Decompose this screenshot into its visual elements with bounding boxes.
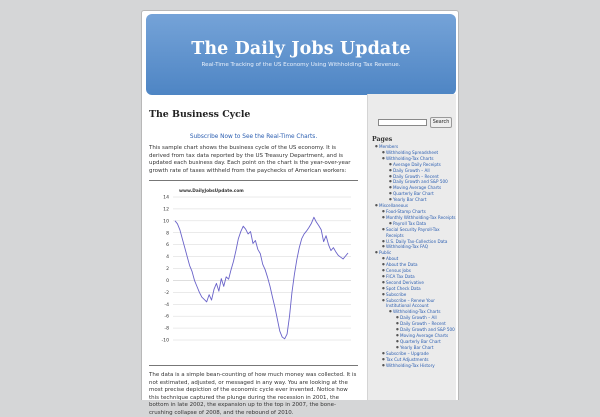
bullet-icon: ● [389, 197, 392, 202]
bullet-icon: ● [396, 333, 399, 337]
page-link-label: Miscellaneous [379, 203, 409, 209]
bullet-icon: ● [382, 362, 385, 367]
bullet-icon: ● [382, 273, 385, 278]
bullet-icon: ● [382, 155, 385, 160]
page-link-label: About [386, 256, 399, 262]
pages-list [372, 144, 458, 368]
y-tick-label: -10 [161, 338, 169, 344]
page-link-label: Spot Check Data [386, 285, 421, 291]
page-link-label: Daily Growth – Recent [393, 173, 439, 179]
subscribe-link[interactable]: Subscribe Now to See the Real-Time Charts. [189, 134, 318, 140]
page-link-label: Subscribe – Renew Your Institutional Account [386, 297, 435, 309]
bullet-icon: ● [389, 191, 392, 196]
page-link-label: Members [379, 144, 399, 149]
bullet-icon: ● [396, 344, 399, 349]
page-link-label: FICA Tax Data [386, 273, 415, 279]
bullet-icon: ● [375, 203, 378, 208]
page-link-label: Daily Growth and S&P 500 [400, 327, 455, 333]
page [141, 10, 459, 416]
page-link-label: Quarterly Bar Chart [393, 191, 434, 197]
bullet-icon: ● [396, 338, 399, 343]
bullet-icon: ● [389, 309, 392, 314]
bullet-icon: ● [375, 144, 378, 148]
bullet-icon: ● [389, 161, 392, 166]
page-link-label: Moving Average Charts [393, 185, 442, 191]
bullet-icon: ● [389, 220, 392, 225]
chart-svg [149, 181, 358, 367]
pages-heading: Pages [372, 136, 393, 143]
chart-plot-bg [173, 186, 351, 356]
page-link-label: Subscribe – Upgrade [386, 350, 429, 356]
bullet-icon: ● [382, 238, 385, 243]
bullet-icon: ● [382, 268, 385, 273]
page-link[interactable] [372, 298, 458, 310]
page-link-label: Tax Cut Adjustments [386, 356, 429, 362]
business-cycle-chart [149, 180, 358, 366]
y-tick-label: 8 [166, 231, 169, 237]
bullet-icon: ● [375, 250, 378, 255]
y-tick-label: 4 [166, 255, 169, 261]
blog-description: Real-Time Tracking of the US Economy Using Withholding Tax Revenue. [201, 62, 401, 68]
y-tick-label: 0 [166, 278, 169, 284]
page-link-label: About the Data [386, 262, 418, 268]
page-link[interactable] [372, 227, 458, 239]
bullet-icon: ● [382, 356, 385, 361]
page-link-label: Daily Growth and S&P 500 [393, 179, 448, 185]
page-link-label: Payroll Tax Data [393, 220, 427, 226]
bullet-icon: ● [382, 149, 385, 154]
sidebar [367, 94, 456, 400]
page-link-label: Withholding-Tax Charts [393, 309, 441, 315]
y-tick-label: 6 [166, 243, 169, 249]
y-tick-label: -8 [164, 326, 169, 332]
bullet-icon: ● [382, 350, 385, 355]
page-link[interactable] [372, 363, 458, 369]
post-title[interactable]: The Business Cycle [149, 109, 251, 120]
page-link-label: Withholding-Tax History [386, 362, 435, 368]
page-link-label: Withholding-Tax FAQ [386, 244, 429, 250]
bullet-icon: ● [389, 173, 392, 178]
page-link-label: Average Daily Receipts [393, 161, 441, 167]
blog-title[interactable]: The Daily Jobs Update [191, 39, 411, 59]
page-link-label: Monthly Withholding-Tax Receipts [386, 214, 456, 220]
y-tick-label: 12 [163, 207, 169, 213]
y-tick-label: 2 [166, 267, 169, 272]
page-link-label: Yearly Bar Chart [400, 344, 434, 350]
bullet-icon: ● [382, 285, 385, 290]
bullet-icon: ● [382, 214, 385, 219]
page-link-label: Quarterly Bar Chart [400, 338, 441, 344]
page-link-label: Yearly Bar Chart [393, 197, 427, 203]
y-tick-label: -6 [164, 314, 169, 320]
page-link-label: Withholding-Tax Charts [386, 155, 434, 161]
page-link-label: U.S. Daily Tax-Collection Data [386, 238, 448, 244]
bullet-icon: ● [389, 179, 392, 184]
bullet-icon: ● [389, 185, 392, 190]
search-input[interactable] [378, 119, 427, 126]
bullet-icon: ● [396, 315, 399, 320]
page-link-label: Census Jobs [386, 268, 411, 274]
bullet-icon: ● [382, 297, 385, 302]
y-tick-label: -2 [164, 290, 169, 296]
search-button[interactable]: Search [430, 117, 452, 128]
bullet-icon: ● [382, 226, 385, 231]
bullet-icon: ● [389, 167, 392, 172]
post-body: The data is a simple bean-counting of how much money was collected. It is not estimated, adjusted, or messaged in any way. You are looking at the most precise depiction of the economic cycle ever invented. Notice how this technique captured the plunge during the recession in 2001, the bottom in late 2002, the expansion up to the top in 2007, the bone-crushing collapse of 2008, and the rebound of 2010. [149, 372, 357, 416]
bullet-icon: ● [382, 291, 385, 296]
post-intro: This sample chart shows the business cycle of the US economy. It is derived from tax data reported by the US Treasury Department, and is updated each business day. Each point on the chart is the year-over-year growth rate of taxes withheld from the paychecks of American workers: [149, 145, 351, 174]
bullet-icon: ● [382, 279, 385, 284]
chart-watermark: www.DailyJobsUpdate.com [179, 189, 244, 194]
bullet-icon: ● [396, 321, 399, 326]
page-link-label: Second Derivative [386, 279, 424, 285]
page-link-label: Subscribe [386, 291, 407, 297]
blog-header [146, 14, 456, 95]
bullet-icon: ● [382, 262, 385, 267]
bullet-icon: ● [382, 244, 385, 249]
page-link-label: Withholding Spreadsheet [386, 149, 439, 155]
page-link-label: Public [379, 250, 392, 256]
bullet-icon: ● [382, 208, 385, 213]
page-link-label: Daily Growth – All [393, 167, 430, 173]
page-link-label: Food-Stamp Charts [386, 208, 426, 214]
bullet-icon: ● [382, 256, 385, 261]
page-link-label: Social Security Payroll-Tax Receipts [386, 226, 440, 238]
page-link-label: Daily Growth – Recent [400, 321, 446, 327]
page-link-label: Moving Average Charts [400, 333, 449, 338]
y-tick-label: -4 [164, 302, 169, 308]
bullet-icon: ● [396, 327, 399, 332]
y-tick-label: 10 [163, 219, 169, 225]
y-tick-label: 14 [163, 195, 169, 201]
page-link-label: Daily Growth – All [400, 315, 437, 321]
